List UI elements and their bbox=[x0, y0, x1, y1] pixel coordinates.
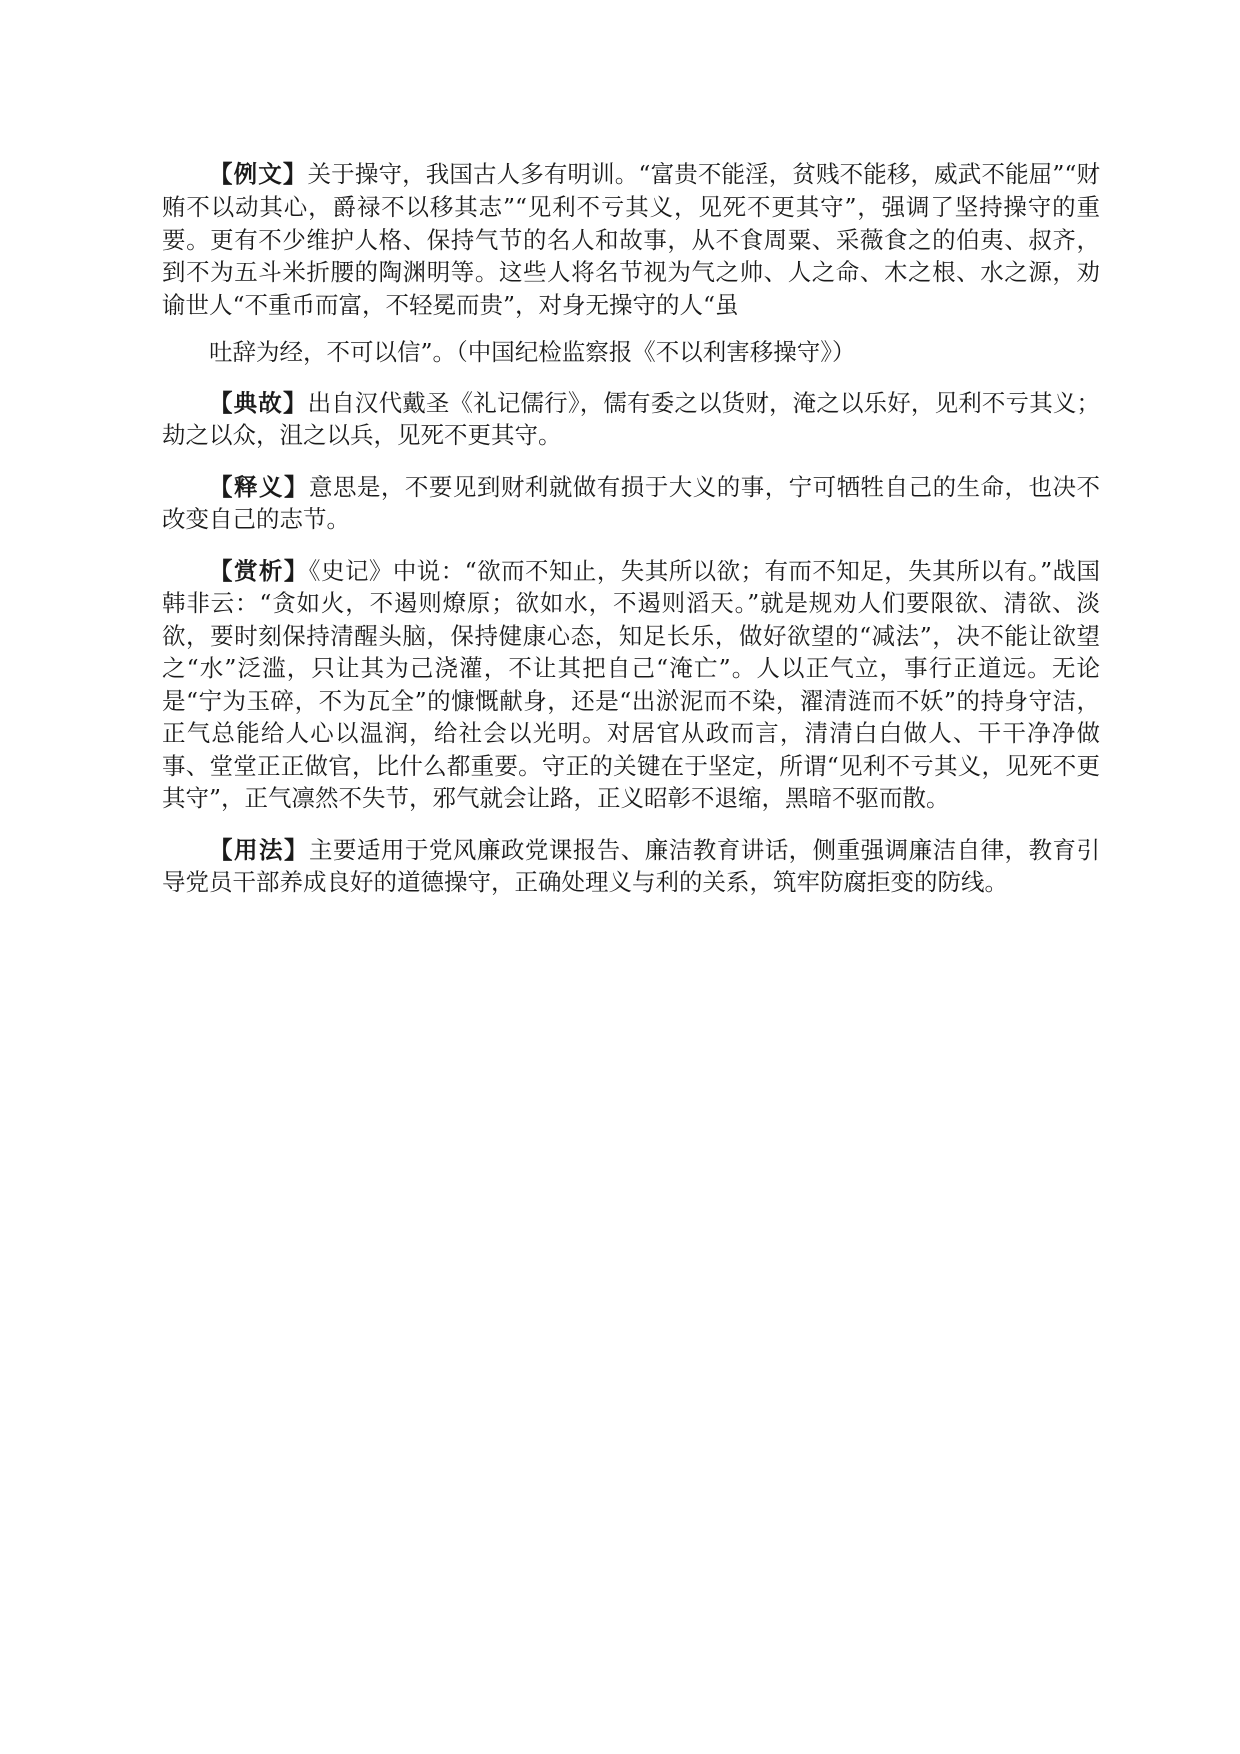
allusion-label: 【典故】 bbox=[209, 388, 308, 417]
example-last-line bbox=[162, 336, 856, 369]
example-paragraph bbox=[162, 158, 1100, 369]
appreciation-label: 【赏析】 bbox=[209, 556, 309, 585]
meaning-label: 【释义】 bbox=[209, 472, 309, 501]
document-page bbox=[162, 158, 1100, 899]
appreciation-text: 《史记》中说：“欲而不知止，失其所以欲；有而不知足，失其所以有。”战国韩非云：“贪如火，不遏则燎原；欲如水，不遏则滔天。”就是规劝人们要限欲、清欲、淡欲，要时刻保持清醒头脑，保持健康心态，知足长乐，做好欲望的“减法”，决不能让欲望之“水”泛滥，只让其为己浇灌，不让其把自己“淹亡”。人以正气立，事行正道远。无论是“宁为玉碎，不为瓦全”的慷慨献身，还是“出淤泥而不染，濯清涟而不妖”的持身守洁，正气总能给人心以温润，给社会以光明。对居官从政而言，清清白白做人、干干净净做事、堂堂正正做官，比什么都重要。守正的关键在于坚定，所谓“见利不亏其义，见死不更其守”，正气凛然不失节，邪气就会让路，正义昭彰不退缩，黑暗不驱而散。 bbox=[162, 556, 1101, 813]
example-text-end: 吐辞为经，不可以信”。 bbox=[209, 337, 457, 366]
usage-label: 【用法】 bbox=[209, 835, 309, 864]
usage-text: 主要适用于党风廉政党课报告、廉洁教育讲话，侧重强调廉洁自律，教育引导党员干部养成良好的道德操守，正确处理义与利的关系，筑牢防腐拒变的防线。 bbox=[162, 835, 1101, 897]
allusion-text: 出自汉代戴圣《礼记儒行》，儒有委之以货财，淹之以乐好，见利不亏其义；劫之以众，沮之以兵，见死不更其守。 bbox=[162, 388, 1101, 450]
usage-paragraph bbox=[162, 834, 1100, 899]
meaning-text: 意思是，不要见到财利就做有损于大义的事，宁可牺牲自己的生命，也决不改变自己的志节。 bbox=[162, 472, 1101, 534]
example-text: 关于操守，我国古人多有明训。“富贵不能淫，贫贱不能移，威武不能屈”“财贿不以动其心，爵禄不以移其志”“见利不亏其义，见死不更其守”，强调了坚持操守的重要。更有不少维护人格、保持气节的名人和故事，从不食周粟、采薇食之的伯夷、叔齐，到不为五斗米折腰的陶渊明等。这些人将名节视为气之帅、人之命、木之根、水之源，劝谕世人“不重币而富，不轻冕而贵”，对身无操守的人“虽 bbox=[162, 160, 1101, 320]
meaning-paragraph bbox=[162, 471, 1100, 536]
example-source: （中国纪检监察报《不以利害移操守》） bbox=[456, 337, 856, 366]
allusion-paragraph bbox=[162, 387, 1100, 452]
example-label: 【例文】 bbox=[209, 160, 308, 188]
appreciation-paragraph bbox=[162, 555, 1100, 815]
